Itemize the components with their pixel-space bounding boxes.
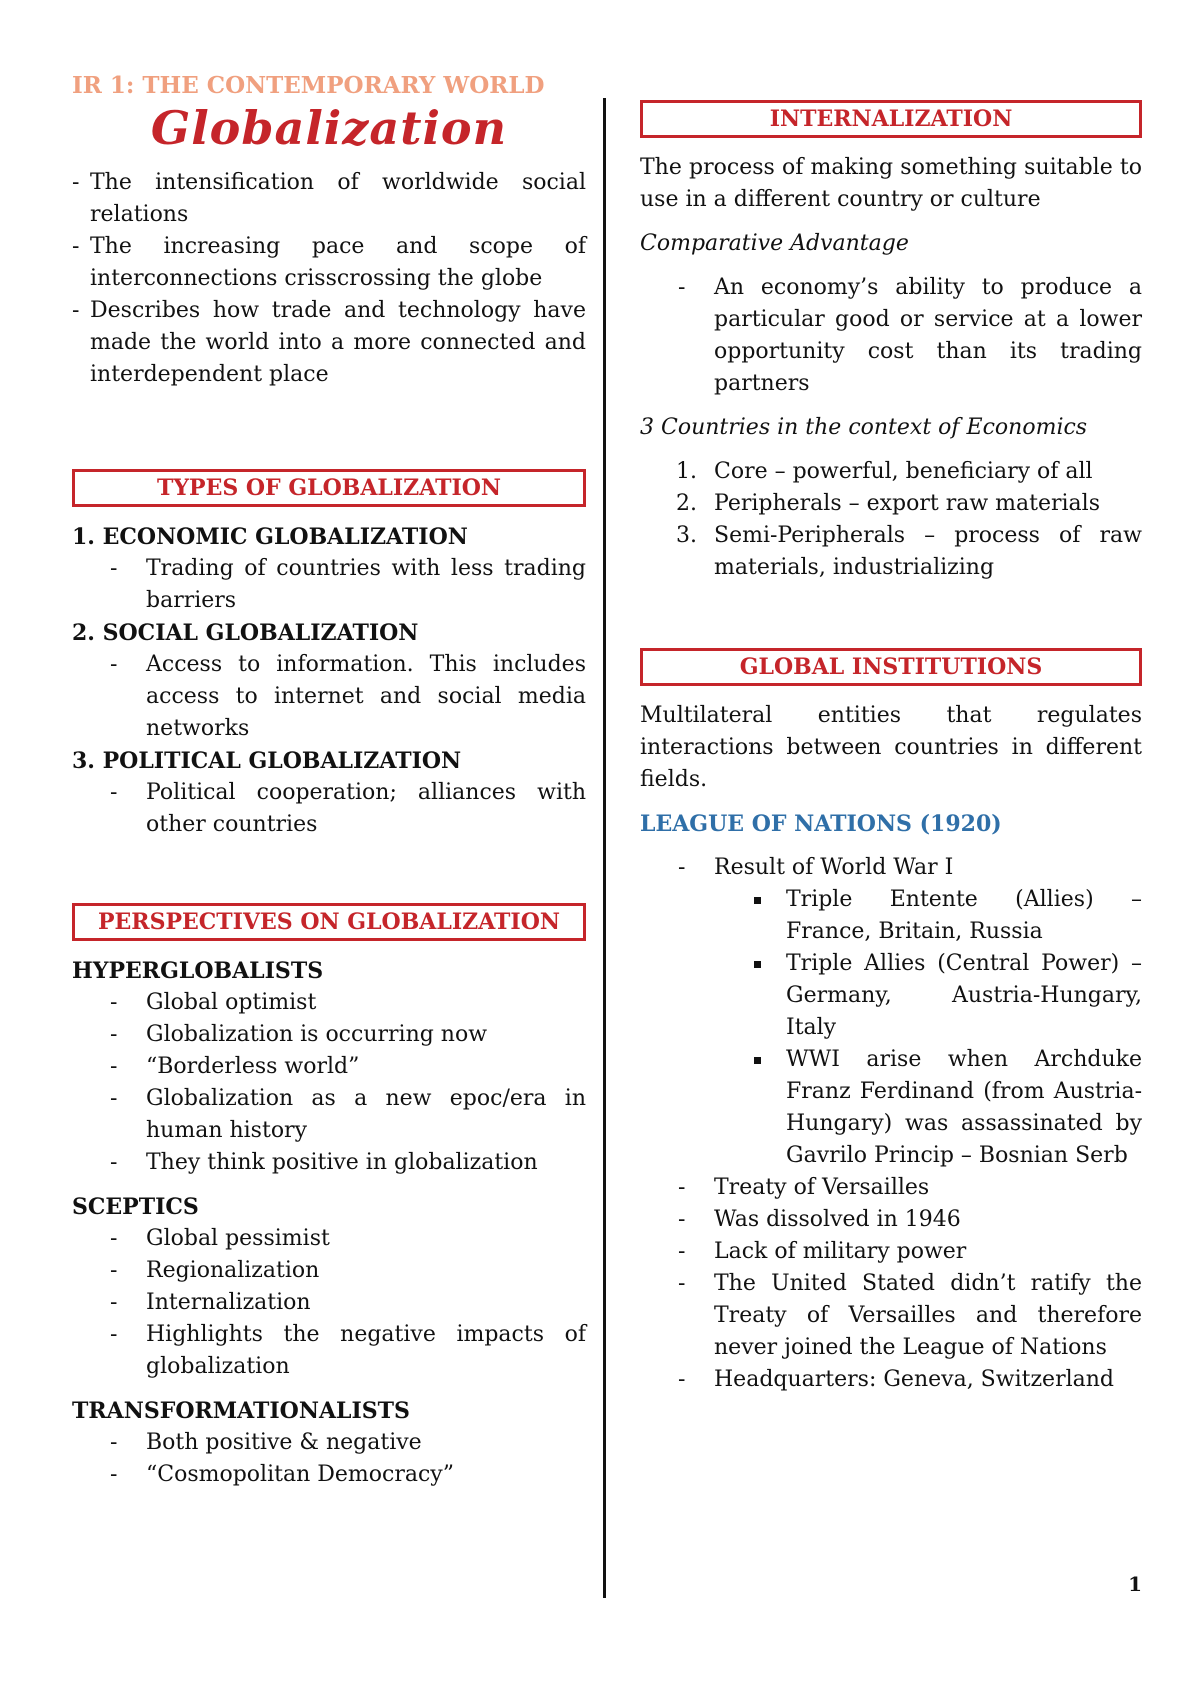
list-item: 1. Core – powerful, beneficiary of all <box>676 459 1093 484</box>
intro-list <box>72 167 586 391</box>
list-item: - Globalization as a new epoc/era in human history <box>72 1083 586 1147</box>
list-item: - Trading of countries with less trading barriers <box>72 553 586 617</box>
right-column <box>640 100 1142 1396</box>
list-item: - The United Stated didn’t ratify the Treaty of Versailles and therefore never joined the League of Nations <box>640 1268 1142 1364</box>
list-item: - The increasing pace and scope of interconnections crisscrossing the globe <box>72 231 586 295</box>
list-item: - Global pessimist <box>72 1223 586 1255</box>
list-item: - They think positive in globalization <box>72 1147 586 1179</box>
type-title: 1. ECONOMIC GLOBALIZATION <box>72 524 468 550</box>
list-item: - Highlights the negative impacts of globalization <box>72 1319 586 1383</box>
list-item: - Both positive & negative <box>72 1427 586 1459</box>
league-subpoints <box>640 884 1142 1172</box>
list-item: - Treaty of Versailles <box>640 1172 1142 1204</box>
list-item: Triple Entente (Allies) – France, Britain, Russia <box>640 884 1142 948</box>
list-item: - Regionalization <box>72 1255 586 1287</box>
group-title: TRANSFORMATIONALISTS <box>72 1398 410 1424</box>
page-title: Globalization <box>150 101 508 155</box>
institutions-heading: GLOBAL INSTITUTIONS <box>640 648 1142 686</box>
list-item: - Internalization <box>72 1287 586 1319</box>
perspectives-heading: PERSPECTIVES ON GLOBALIZATION <box>72 903 586 941</box>
countries-list <box>640 456 1142 584</box>
list-item: - An economy’s ability to produce a particular good or service at a lower opportunity cost than its trading partners <box>640 272 1142 400</box>
list-item: - “Cosmopolitan Democracy” <box>72 1459 586 1491</box>
list-item: - Political cooperation; alliances with other countries <box>72 777 586 841</box>
list-item: - Result of World War I <box>640 852 1142 884</box>
list-item: - Access to information. This includes access to internet and social media networks <box>72 649 586 745</box>
left-column <box>72 68 586 1491</box>
list-item: 3. Semi-Peripherals – process of raw materials, industrializing <box>676 523 1142 580</box>
types-section <box>72 521 586 841</box>
list-item: - Was dissolved in 1946 <box>640 1204 1142 1236</box>
list-item: - “Borderless world” <box>72 1051 586 1083</box>
list-item: Triple Allies (Central Power) – Germany, Austria-Hungary, Italy <box>640 948 1142 1044</box>
column-divider <box>603 98 606 1598</box>
perspectives-section <box>72 955 586 1491</box>
internalization-definition: The process of making something suitable to use in a different country or culture <box>640 155 1142 212</box>
list-item: - Describes how trade and technology have made the world into a more connected and interdependent place <box>72 295 586 391</box>
page-number: 1 <box>1128 1572 1142 1596</box>
group-title: SCEPTICS <box>72 1194 199 1220</box>
type-title: 2. SOCIAL GLOBALIZATION <box>72 620 419 646</box>
league-title: LEAGUE OF NATIONS (1920) <box>640 811 1002 837</box>
list-item: - Global optimist <box>72 987 586 1019</box>
list-item: 2. Peripherals – export raw materials <box>676 491 1100 516</box>
types-heading: TYPES OF GLOBALIZATION <box>72 469 586 507</box>
list-item: - The intensification of worldwide social relations <box>72 167 586 231</box>
list-item: - Lack of military power <box>640 1236 1142 1268</box>
list-item: - Globalization is occurring now <box>72 1019 586 1051</box>
list-item: - Headquarters: Geneva, Switzerland <box>640 1364 1142 1396</box>
group-title: HYPERGLOBALISTS <box>72 958 324 984</box>
course-title: IR 1: THE CONTEMPORARY WORLD <box>72 72 545 99</box>
institutions-definition: Multilateral entities that regulates interactions between countries in different fields. <box>640 703 1142 792</box>
internalization-heading: INTERNALIZATION <box>640 100 1142 138</box>
list-item: WWI arise when Archduke Franz Ferdinand (from Austria-Hungary) was assassinated by Gavrilo Princip – Bosnian Serb <box>640 1044 1142 1172</box>
countries-title: 3 Countries in the context of Economics <box>640 415 1088 440</box>
comparative-advantage-title: Comparative Advantage <box>640 231 909 256</box>
type-title: 3. POLITICAL GLOBALIZATION <box>72 748 462 774</box>
